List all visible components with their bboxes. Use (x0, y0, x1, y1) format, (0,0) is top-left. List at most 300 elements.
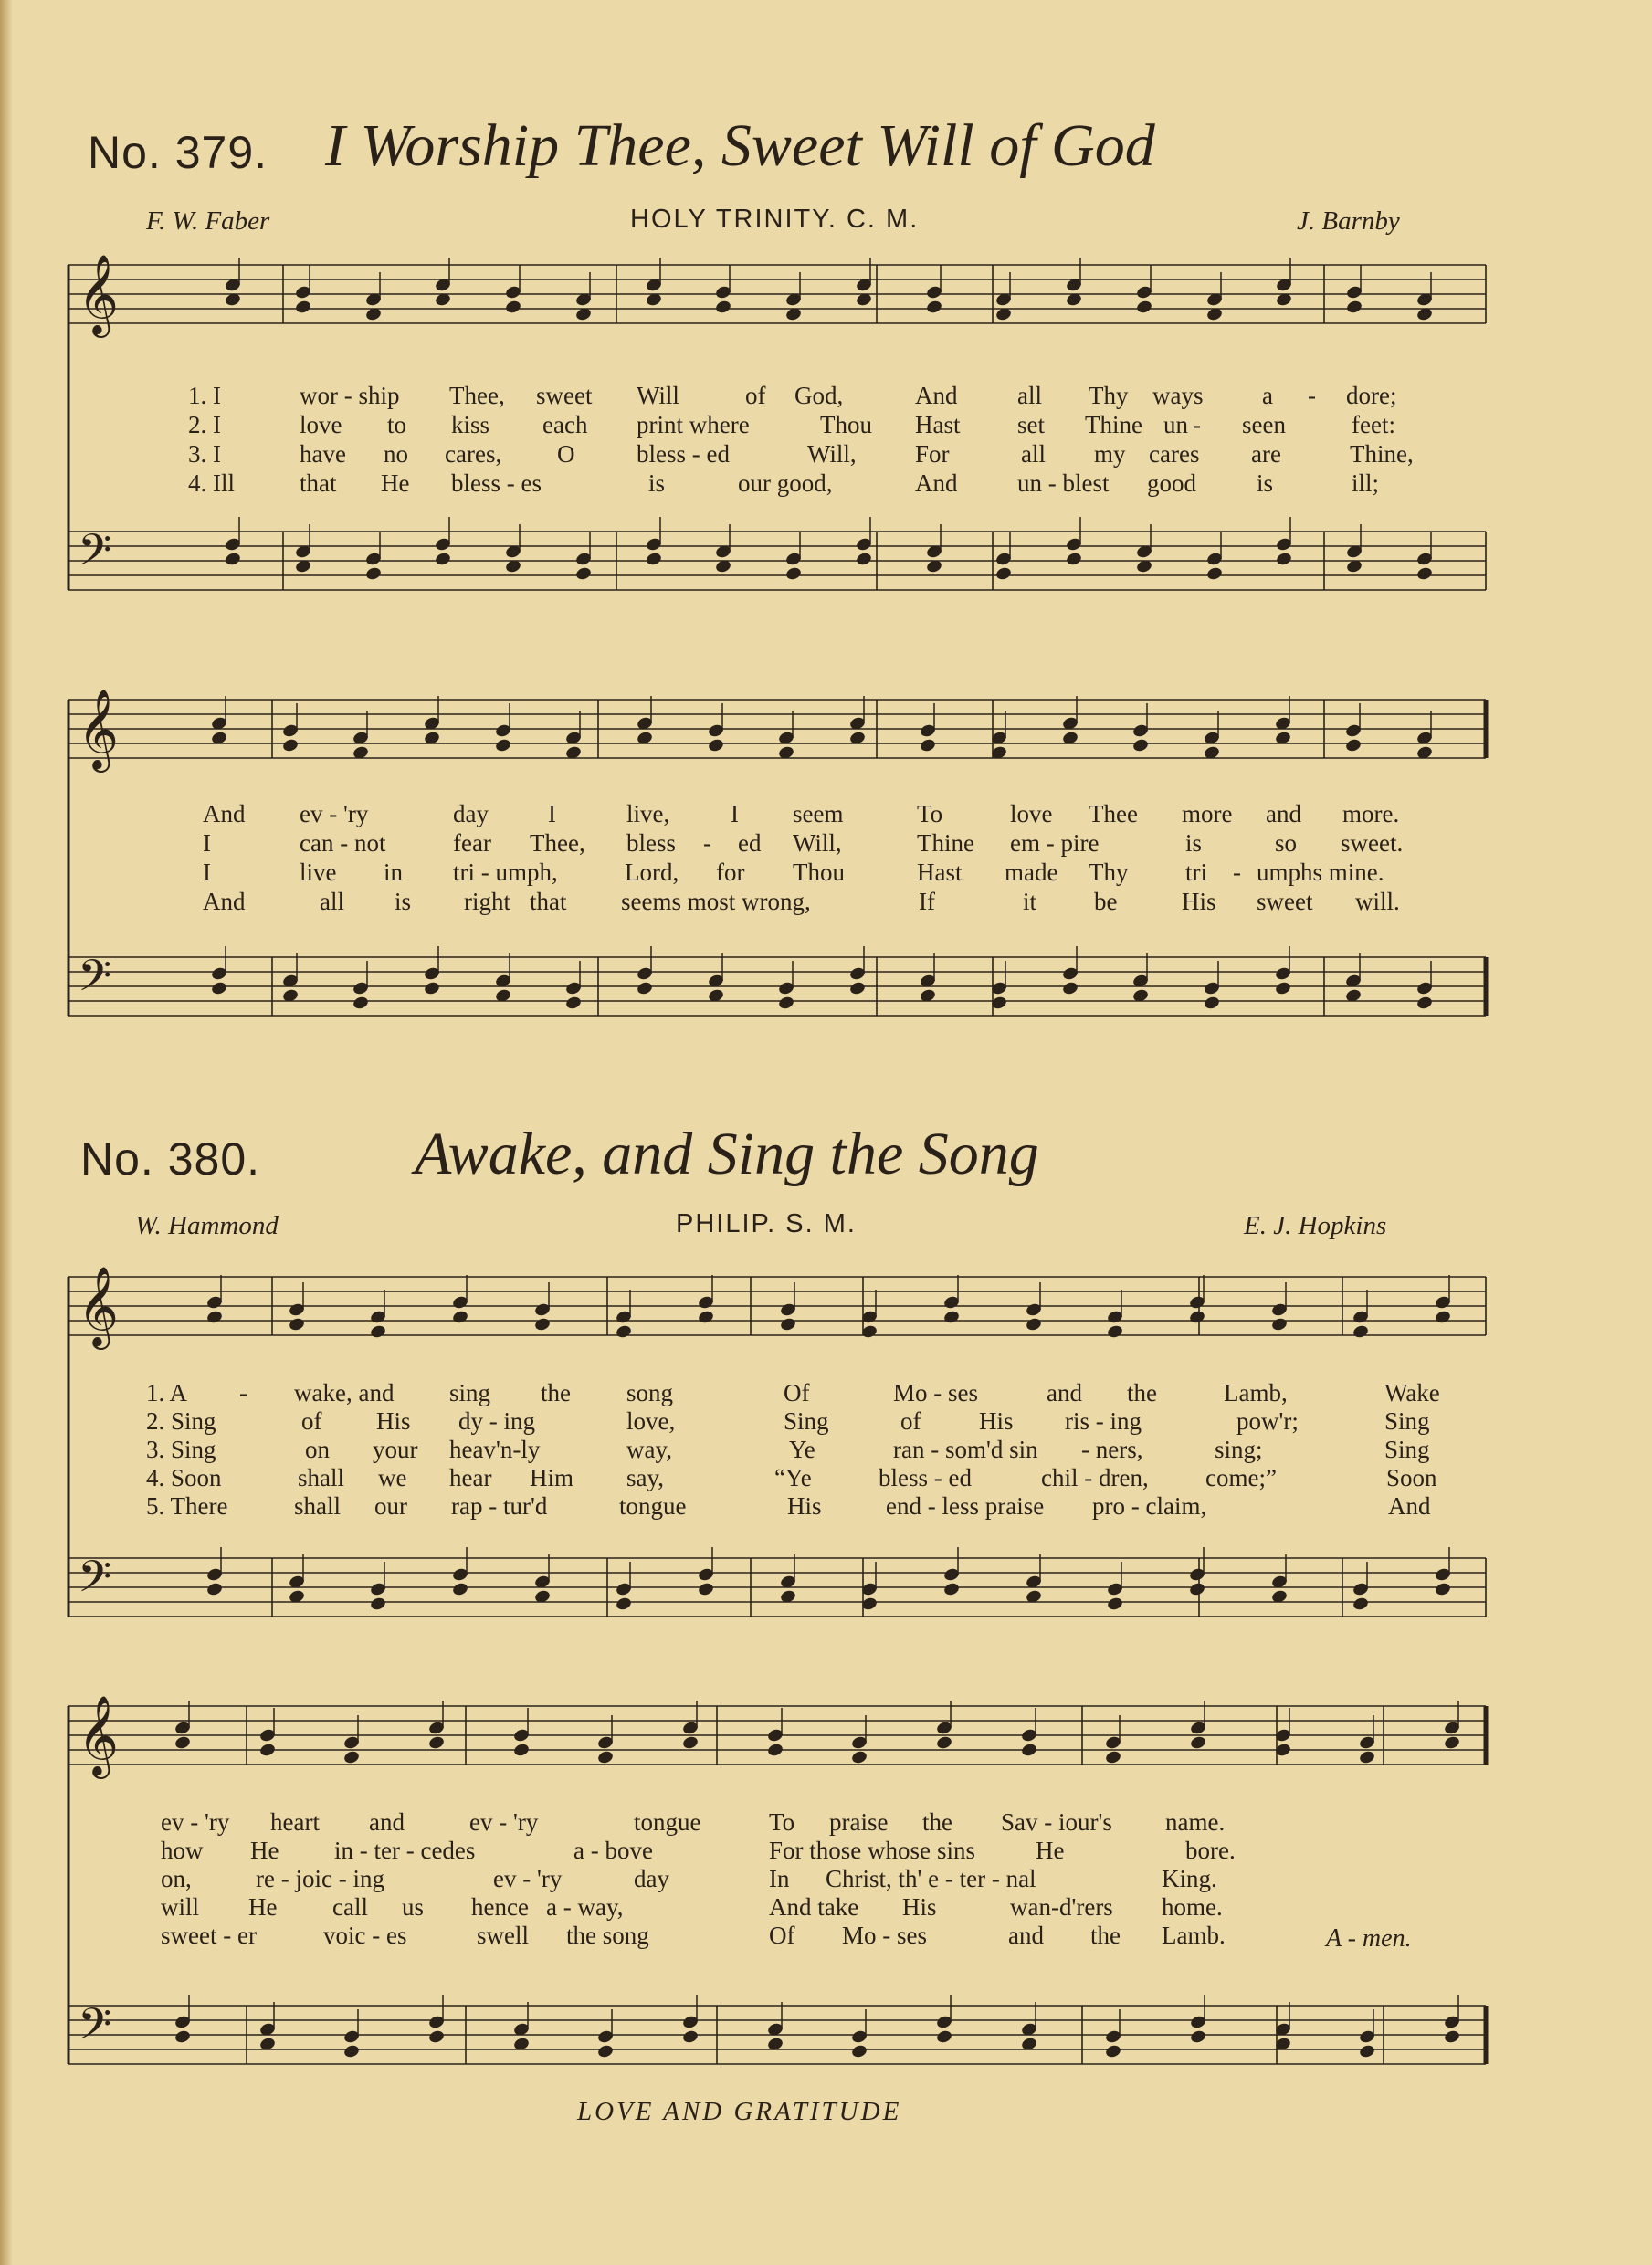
lyric-word: right (464, 888, 510, 915)
note-head (1106, 1324, 1123, 1340)
lyric-word: chil - dren, (1041, 1464, 1149, 1491)
lyric-word: made (1005, 859, 1058, 886)
lyric-word: tri - umph, (453, 859, 558, 886)
lyric-word: ris - ing (1065, 1407, 1142, 1435)
treble-clef-icon: 𝄞 (78, 1265, 119, 1346)
treble-clef-icon: 𝄞 (78, 253, 119, 334)
verse-number: 4. Ill (188, 469, 235, 497)
note-head (434, 552, 451, 567)
note-head (942, 1310, 960, 1325)
lyric-word: ev - 'ry (300, 800, 369, 827)
lyric-word: umphs mine. (1257, 859, 1384, 886)
lyric-word: come;” (1205, 1464, 1277, 1491)
lyric-word: And take (769, 1893, 859, 1921)
note-head (1275, 552, 1292, 567)
note-head (342, 2044, 360, 2060)
lyric-word: Thine, (1350, 440, 1414, 468)
lyric-word: and (1008, 1922, 1044, 1949)
lyric-word: print where (637, 411, 750, 438)
note-head (1358, 1750, 1375, 1765)
lyric-word: Wake (1384, 1379, 1440, 1406)
lyric-word: O (557, 440, 575, 468)
lyric-word: your (373, 1436, 418, 1463)
lyric-word: is (648, 469, 666, 497)
note-head (1188, 1582, 1205, 1597)
note-head (427, 2029, 445, 2045)
lyric-word: Thine (917, 829, 974, 857)
bass-clef-icon: 𝄢 (78, 950, 112, 1012)
lyric-word: dy - ing (458, 1407, 535, 1435)
lyric-word: day (634, 1865, 669, 1892)
note-head (352, 996, 369, 1011)
lyric-word: all (1021, 440, 1046, 468)
lyric-word: shall (298, 1464, 344, 1491)
lyric-word: ed (738, 829, 762, 857)
lyric-word: the (1127, 1379, 1157, 1406)
lyric-word: a (1262, 382, 1273, 409)
note-head (925, 300, 942, 315)
note-head (942, 1582, 960, 1597)
note-head (1344, 738, 1362, 753)
lyric-word: Of (784, 1379, 810, 1406)
lyric-word: the (1090, 1922, 1121, 1949)
verse-number: 3. Sing (146, 1436, 216, 1463)
lyric-word: He (248, 1893, 278, 1921)
lyric-word: ill; (1352, 469, 1380, 497)
hymn-composer: J. Barnby (1297, 206, 1400, 236)
lyric-word: how (161, 1837, 204, 1864)
tune-name: HOLY TRINITY. C. M. (630, 205, 920, 234)
note-head (1415, 996, 1433, 1011)
verse-number: 4. Soon (146, 1464, 222, 1491)
lyric-word: on, (161, 1865, 192, 1892)
lyric-word: be (1094, 888, 1118, 915)
hymn-author: F. W. Faber (146, 206, 270, 236)
note-head (1189, 2029, 1206, 2045)
lyric-word: love (300, 411, 342, 438)
lyric-word: Thee, (449, 382, 505, 409)
note-head (451, 1582, 468, 1597)
note-head (1415, 566, 1433, 582)
lyric-word: “Ye (774, 1464, 812, 1491)
lyric-word: will. (1355, 888, 1400, 915)
lyric-word: rap - tur'd (451, 1492, 548, 1520)
lyric-word: Thy (1089, 859, 1129, 886)
lyric-word: our (374, 1492, 407, 1520)
lyric-word: Sing (784, 1407, 829, 1435)
lyric-word: bless - ed (637, 440, 730, 468)
note-head (364, 566, 382, 582)
lyric-word: have (300, 440, 346, 468)
lyric-word: I (203, 859, 211, 886)
lyric-word: bless - ed (879, 1464, 972, 1491)
lyric-word: bore. (1185, 1837, 1236, 1864)
treble-clef-icon: 𝄞 (78, 1694, 119, 1775)
lyric-word: my (1094, 440, 1126, 468)
note-head (369, 1324, 386, 1340)
lyric-word: re - joic - ing (256, 1865, 384, 1892)
lyric-word: Soon (1386, 1464, 1437, 1491)
note-head (645, 552, 662, 567)
note-head (1270, 1317, 1288, 1333)
lyric-word: His (902, 1893, 937, 1921)
lyric-word: - (1233, 859, 1241, 886)
lyric-word: cares (1149, 440, 1200, 468)
lyric-word: day (453, 800, 489, 827)
note-head (174, 1735, 191, 1751)
lyric-word: Mo - ses (893, 1379, 978, 1406)
note-head (615, 1596, 632, 1612)
note-head (342, 1750, 360, 1765)
note-head (1104, 2044, 1121, 2060)
note-head (1443, 1735, 1460, 1751)
lyric-word: Ye (789, 1436, 815, 1463)
lyric-word: Mo - ses (842, 1922, 927, 1949)
lyric-word: - ners, (1081, 1436, 1143, 1463)
note-head (1274, 981, 1291, 996)
lyric-word: bless (626, 829, 676, 857)
lyric-word: Thou (820, 411, 872, 438)
lyric-word: Sing (1384, 1436, 1430, 1463)
note-head (1025, 1317, 1042, 1333)
note-head (574, 566, 592, 582)
lyric-word: love, (626, 1407, 676, 1435)
hymn-author: W. Hammond (135, 1211, 279, 1240)
lyric-word: His (787, 1492, 822, 1520)
lyric-word: call (332, 1893, 368, 1921)
lyric-word: a - bove (573, 1837, 653, 1864)
note-head (288, 1317, 305, 1333)
lyric-word: song (626, 1379, 674, 1406)
lyric-word: - (239, 1379, 247, 1406)
verse-number: 5. There (146, 1492, 228, 1520)
lyric-word: sing; (1215, 1436, 1263, 1463)
lyric-word: bless - es (451, 469, 542, 497)
lyric-word: tongue (619, 1492, 687, 1520)
lyric-word: fear (453, 829, 491, 857)
note-head (281, 738, 299, 753)
note-head (935, 1735, 952, 1751)
lyric-word: un - blest (1017, 469, 1110, 497)
lyric-word: King. (1162, 1865, 1217, 1892)
bass-clef-icon: 𝄢 (78, 1551, 112, 1613)
lyric-word: the song (566, 1922, 649, 1949)
lyric-word: I (548, 800, 556, 827)
lyric-word: no (384, 440, 408, 468)
note-head (1352, 1324, 1369, 1340)
note-head (494, 738, 511, 753)
lyric-word: is (395, 888, 412, 915)
lyric-word: He (250, 1837, 279, 1864)
lyric-word: tri (1185, 859, 1207, 886)
lyric-word: say, (626, 1464, 664, 1491)
lyric-word: can - not (300, 829, 386, 857)
lyric-word: feet: (1352, 411, 1395, 438)
note-head (1358, 2044, 1375, 2060)
lyric-word: love (1010, 800, 1053, 827)
lyric-word: And (203, 800, 246, 827)
note-head (681, 2029, 699, 2045)
verse-number: 2. I (188, 411, 221, 438)
note-head (1188, 1310, 1205, 1325)
note-head (451, 1310, 468, 1325)
lyric-word: pow'r; (1236, 1407, 1299, 1435)
note-head (697, 1310, 714, 1325)
lyric-word: And (915, 469, 958, 497)
lyric-word: sweet (1257, 888, 1313, 915)
lyric-word: And (203, 888, 246, 915)
lyric-word: In (769, 1865, 790, 1892)
lyric-word: we (378, 1464, 407, 1491)
note-head (636, 981, 653, 996)
note-head (1189, 1735, 1206, 1751)
lyric-word: sins (937, 1837, 976, 1864)
lyric-word: in (384, 859, 404, 886)
lyric-word: sing (449, 1379, 491, 1406)
lyric-word: good (1147, 469, 1196, 497)
note-head (714, 300, 731, 315)
lyric-word: un (1163, 411, 1188, 438)
note-head (504, 300, 521, 315)
note-head (1203, 996, 1220, 1011)
note-head (994, 566, 1012, 582)
verse-number: 3. I (188, 440, 221, 468)
amen: A - men. (1326, 1924, 1412, 1953)
lyric-word: our good, (738, 469, 833, 497)
lyric-word: Thee (1089, 800, 1138, 827)
lyric-word: Will, (793, 829, 842, 857)
note-head (1345, 300, 1363, 315)
lyric-word: is (1185, 829, 1203, 857)
lyric-word: live, (626, 800, 670, 827)
lyric-word: ev - 'ry (469, 1808, 539, 1836)
lyric-word: all (1017, 382, 1042, 409)
note-head (707, 738, 724, 753)
note-head (564, 996, 582, 1011)
hymn-number: No. 380. (80, 1133, 261, 1185)
note-head (784, 566, 802, 582)
lyric-word: kiss (451, 411, 490, 438)
lyric-word: a - way, (546, 1893, 624, 1921)
note-head (174, 2029, 191, 2045)
lyric-word: hence (471, 1893, 529, 1921)
lyric-word: To (769, 1808, 795, 1836)
lyric-word: more. (1342, 800, 1400, 827)
note-head (294, 300, 311, 315)
verse-number: 2. Sing (146, 1407, 216, 1435)
note-head (850, 2044, 868, 2060)
lyric-word: He (1036, 1837, 1065, 1864)
lyric-word: that (530, 888, 567, 915)
lyric-word: cares, (445, 440, 502, 468)
lyric-word: Christ, th' e - ter - nal (826, 1865, 1036, 1892)
lyric-word: Hast (917, 859, 963, 886)
lyric-word: Will (637, 382, 679, 409)
note-head (596, 2044, 614, 2060)
lyric-word: His (979, 1407, 1014, 1435)
bass-clef-icon: 𝄢 (78, 524, 112, 586)
lyric-word: ran - som'd sin (893, 1436, 1038, 1463)
note-head (210, 981, 227, 996)
lyric-word: pro - claim, (1092, 1492, 1207, 1520)
hymn-title: Awake, and Sing the Song (415, 1121, 1039, 1187)
note-head (615, 1324, 632, 1340)
note-head (1434, 1310, 1451, 1325)
note-head (533, 1317, 551, 1333)
note-head (1020, 1743, 1037, 1758)
lyric-word: for (716, 859, 745, 886)
lyric-word: heart (270, 1808, 320, 1836)
lyric-word: - (1193, 411, 1201, 438)
lyric-word: praise (829, 1808, 889, 1836)
lyric-word: of (745, 382, 766, 409)
lyric-word: end - less praise (886, 1492, 1045, 1520)
lyric-word: will (161, 1893, 200, 1921)
section-footer: LOVE AND GRATITUDE (577, 2097, 902, 2126)
lyric-word: Thou (793, 859, 845, 886)
lyric-word: wake, and (294, 1379, 395, 1406)
note-head (224, 552, 241, 567)
note-head (205, 1582, 223, 1597)
note-head (1131, 738, 1149, 753)
lyric-word: - (1308, 382, 1316, 409)
lyric-word: seen (1242, 411, 1286, 438)
lyric-word: His (376, 1407, 411, 1435)
lyric-word: seem (793, 800, 844, 827)
lyric-word: And (915, 382, 958, 409)
lyric-word: wan-d'rers (1010, 1893, 1113, 1921)
verse-number: 1. I (188, 382, 221, 409)
note-head (1104, 1750, 1121, 1765)
lyric-word: all (320, 888, 344, 915)
lyric-word: set (1017, 411, 1045, 438)
lyric-word: Of (769, 1922, 795, 1949)
hymn-title: I Worship Thee, Sweet Will of God (325, 112, 1155, 179)
lyric-word: tongue (634, 1808, 701, 1836)
note-head (1106, 1596, 1123, 1612)
lyric-word: wor - ship (300, 382, 400, 409)
note-head (779, 1317, 796, 1333)
lyric-word: and (369, 1808, 405, 1836)
lyric-word: sweet - er (161, 1922, 257, 1949)
note-head (258, 1743, 276, 1758)
note-head (681, 1735, 699, 1751)
lyric-word: it (1023, 888, 1037, 915)
tune-name: PHILIP. S. M. (676, 1209, 857, 1238)
lyric-word: For (915, 440, 950, 468)
lyric-word: to (387, 411, 407, 438)
note-head (697, 1582, 714, 1597)
lyric-word: on (305, 1436, 330, 1463)
note-head (919, 738, 936, 753)
note-head (848, 981, 866, 996)
note-head (427, 1735, 445, 1751)
hymn-number: No. 379. (88, 127, 268, 178)
note-head (369, 1596, 386, 1612)
lyric-word: so (1275, 829, 1298, 857)
lyric-word: and (1266, 800, 1301, 827)
lyric-word: are (1251, 440, 1281, 468)
note-head (1443, 2029, 1460, 2045)
lyric-word: Lamb. (1162, 1922, 1226, 1949)
lyric-word: Thy (1089, 382, 1129, 409)
lyric-word: ev - 'ry (493, 1865, 563, 1892)
treble-clef-icon: 𝄞 (78, 688, 119, 769)
lyric-word: more (1182, 800, 1233, 827)
lyric-word: ways (1152, 382, 1204, 409)
note-head (205, 1310, 223, 1325)
note-head (850, 1750, 868, 1765)
lyric-word: For those whose (769, 1837, 931, 1864)
lyric-word: Will, (807, 440, 857, 468)
lyric-word: If (919, 888, 935, 915)
lyric-word: is (1257, 469, 1274, 497)
lyric-word: Lord, (625, 859, 679, 886)
lyric-word: Hast (915, 411, 961, 438)
verse-number: 1. A (146, 1379, 188, 1406)
lyric-word: I (203, 829, 211, 857)
lyric-word: way, (626, 1436, 672, 1463)
note-head (1061, 981, 1079, 996)
note-head (777, 996, 794, 1011)
lyric-word: and (1047, 1379, 1082, 1406)
lyric-word: Thine (1085, 411, 1142, 438)
lyric-word: Him (530, 1464, 574, 1491)
lyric-word: sweet. (1341, 829, 1404, 857)
lyric-word: God, (794, 382, 844, 409)
note-head (935, 2029, 952, 2045)
lyric-word: His (1182, 888, 1216, 915)
note-head (596, 1750, 614, 1765)
lyric-word: ev - 'ry (161, 1808, 230, 1836)
lyric-word: - (703, 829, 711, 857)
lyric-word: To (917, 800, 943, 827)
lyric-word: voic - es (323, 1922, 407, 1949)
lyric-word: hear (449, 1464, 492, 1491)
lyric-word: shall (294, 1492, 341, 1520)
lyric-word: Sing (1384, 1407, 1430, 1435)
bass-clef-icon: 𝄢 (78, 1998, 112, 2060)
lyric-word: live (300, 859, 337, 886)
lyric-word: Thee, (530, 829, 585, 857)
lyric-word: the (922, 1808, 952, 1836)
note-head (1352, 1596, 1369, 1612)
lyric-word: heav'n-ly (449, 1436, 541, 1463)
lyric-word: seems most wrong, (621, 888, 811, 915)
note-head (766, 1743, 784, 1758)
note-head (1205, 566, 1223, 582)
hymn-composer: E. J. Hopkins (1244, 1211, 1387, 1240)
lyric-word: each (542, 411, 588, 438)
lyric-word: And (1388, 1492, 1431, 1520)
lyric-word: of (900, 1407, 921, 1435)
note-head (855, 552, 872, 567)
lyric-word: dore; (1346, 382, 1397, 409)
lyric-word: I (731, 800, 739, 827)
lyric-word: em - pire (1010, 829, 1100, 857)
lyric-word: in - ter - cedes (334, 1837, 476, 1864)
lyric-word: home. (1162, 1893, 1223, 1921)
lyric-word: us (402, 1893, 425, 1921)
note-head (512, 1743, 530, 1758)
note-head (1065, 552, 1082, 567)
lyric-word: Lamb, (1224, 1379, 1288, 1406)
note-head (1135, 300, 1152, 315)
lyric-word: that (300, 469, 337, 497)
lyric-word: name. (1165, 1808, 1226, 1836)
lyric-word: swell (477, 1922, 529, 1949)
lyric-word: Sav - iour's (1001, 1808, 1112, 1836)
